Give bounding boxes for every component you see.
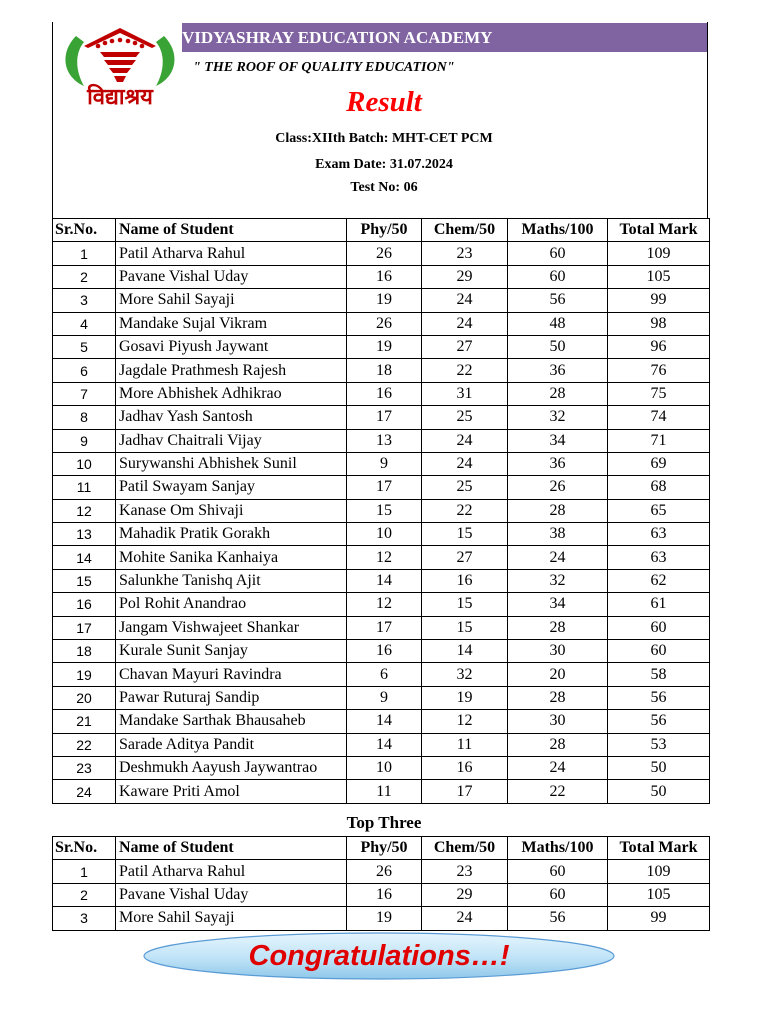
total-cell: 68 <box>608 476 710 499</box>
chem-cell: 16 <box>422 756 508 779</box>
col-header-sr-no: Sr.No. <box>53 219 116 242</box>
table-row <box>53 733 710 756</box>
logo-text: विद्याश्रय <box>87 85 153 108</box>
sr-no-cell: 1 <box>53 242 116 265</box>
table-row <box>53 289 710 312</box>
maths-cell: 28 <box>508 499 608 522</box>
total-cell: 63 <box>608 546 710 569</box>
phy-cell: 9 <box>347 686 422 709</box>
total-cell: 61 <box>608 593 710 616</box>
student-name-cell: Patil Swayam Sanjay <box>116 476 347 499</box>
table-row <box>53 335 710 358</box>
sr-no-cell: 11 <box>53 476 116 499</box>
student-name-cell: Jangam Vishwajeet Shankar <box>116 616 347 639</box>
maths-cell: 28 <box>508 733 608 756</box>
student-name-cell: Surywanshi Abhishek Sunil <box>116 452 347 475</box>
chem-cell: 31 <box>422 382 508 405</box>
phy-cell: 17 <box>347 406 422 429</box>
student-name-cell: Chavan Mayuri Ravindra <box>116 663 347 686</box>
chem-cell: 25 <box>422 476 508 499</box>
table-row <box>53 359 710 382</box>
chem-cell: 27 <box>422 335 508 358</box>
student-name-cell: Jadhav Chaitrali Vijay <box>116 429 347 452</box>
top-three-header-row <box>53 837 710 860</box>
table-row <box>53 265 710 288</box>
table-row <box>53 593 710 616</box>
table-row <box>53 780 710 803</box>
col-header-sr-no: Sr.No. <box>53 837 116 860</box>
student-name-cell: Patil Atharva Rahul <box>116 860 347 883</box>
phy-cell: 26 <box>347 312 422 335</box>
sr-no-cell: 2 <box>53 265 116 288</box>
col-header-maths: Maths/100 <box>508 837 608 860</box>
maths-cell: 56 <box>508 907 608 930</box>
chem-cell: 24 <box>422 907 508 930</box>
chem-cell: 24 <box>422 289 508 312</box>
total-cell: 62 <box>608 569 710 592</box>
student-name-cell: Jagdale Prathmesh Rajesh <box>116 359 347 382</box>
sr-no-cell: 20 <box>53 686 116 709</box>
table-row <box>53 860 710 883</box>
total-cell: 60 <box>608 616 710 639</box>
student-name-cell: More Sahil Sayaji <box>116 289 347 312</box>
phy-cell: 6 <box>347 663 422 686</box>
sr-no-cell: 4 <box>53 312 116 335</box>
student-name-cell: Patil Atharva Rahul <box>116 242 347 265</box>
results-table <box>52 218 710 804</box>
total-cell: 58 <box>608 663 710 686</box>
phy-cell: 16 <box>347 382 422 405</box>
total-cell: 63 <box>608 523 710 546</box>
phy-cell: 12 <box>347 546 422 569</box>
total-cell: 69 <box>608 452 710 475</box>
chem-cell: 24 <box>422 312 508 335</box>
table-row <box>53 429 710 452</box>
total-cell: 50 <box>608 756 710 779</box>
total-cell: 98 <box>608 312 710 335</box>
phy-cell: 10 <box>347 756 422 779</box>
phy-cell: 26 <box>347 242 422 265</box>
col-header-phy: Phy/50 <box>347 219 422 242</box>
maths-cell: 60 <box>508 860 608 883</box>
total-cell: 109 <box>608 242 710 265</box>
congratulations-text: Congratulations…! <box>248 940 510 972</box>
chem-cell: 23 <box>422 860 508 883</box>
table-row <box>53 569 710 592</box>
chem-cell: 19 <box>422 686 508 709</box>
chem-cell: 24 <box>422 452 508 475</box>
table-row <box>53 640 710 663</box>
student-name-cell: Sarade Aditya Pandit <box>116 733 347 756</box>
top-three-body <box>53 860 710 930</box>
sr-no-cell: 21 <box>53 710 116 733</box>
total-cell: 76 <box>608 359 710 382</box>
table-row <box>53 452 710 475</box>
sr-no-cell: 15 <box>53 569 116 592</box>
sr-no-cell: 8 <box>53 406 116 429</box>
phy-cell: 13 <box>347 429 422 452</box>
total-cell: 56 <box>608 710 710 733</box>
chem-cell: 11 <box>422 733 508 756</box>
maths-cell: 60 <box>508 265 608 288</box>
phy-cell: 16 <box>347 265 422 288</box>
academy-name: VIDYASHRAY EDUCATION ACADEMY <box>182 28 493 47</box>
student-name-cell: Pavane Vishal Uday <box>116 265 347 288</box>
table-row <box>53 907 710 930</box>
sr-no-cell: 13 <box>53 523 116 546</box>
student-name-cell: Mahadik Pratik Gorakh <box>116 523 347 546</box>
sr-no-cell: 3 <box>53 907 116 930</box>
chem-cell: 29 <box>422 883 508 906</box>
sr-no-cell: 6 <box>53 359 116 382</box>
maths-cell: 30 <box>508 640 608 663</box>
phy-cell: 19 <box>347 907 422 930</box>
student-name-cell: Pavane Vishal Uday <box>116 883 347 906</box>
phy-cell: 19 <box>347 289 422 312</box>
chem-cell: 14 <box>422 640 508 663</box>
phy-cell: 16 <box>347 883 422 906</box>
total-cell: 105 <box>608 883 710 906</box>
maths-cell: 28 <box>508 686 608 709</box>
chem-cell: 15 <box>422 616 508 639</box>
table-row <box>53 499 710 522</box>
maths-cell: 30 <box>508 710 608 733</box>
phy-cell: 14 <box>347 569 422 592</box>
sr-no-cell: 23 <box>53 756 116 779</box>
phy-cell: 11 <box>347 780 422 803</box>
phy-cell: 14 <box>347 710 422 733</box>
student-name-cell: Kanase Om Shivaji <box>116 499 347 522</box>
student-name-cell: Pol Rohit Anandrao <box>116 593 347 616</box>
phy-cell: 14 <box>347 733 422 756</box>
col-header-maths: Maths/100 <box>508 219 608 242</box>
phy-cell: 16 <box>347 640 422 663</box>
col-header-chem: Chem/50 <box>422 837 508 860</box>
total-cell: 74 <box>608 406 710 429</box>
sr-no-cell: 24 <box>53 780 116 803</box>
table-row <box>53 476 710 499</box>
maths-cell: 60 <box>508 883 608 906</box>
maths-cell: 24 <box>508 756 608 779</box>
chem-cell: 16 <box>422 569 508 592</box>
total-cell: 75 <box>608 382 710 405</box>
chem-cell: 23 <box>422 242 508 265</box>
sr-no-cell: 16 <box>53 593 116 616</box>
sr-no-cell: 7 <box>53 382 116 405</box>
table-row <box>53 382 710 405</box>
maths-cell: 32 <box>508 569 608 592</box>
total-cell: 65 <box>608 499 710 522</box>
student-name-cell: Gosavi Piyush Jaywant <box>116 335 347 358</box>
student-name-cell: Mohite Sanika Kanhaiya <box>116 546 347 569</box>
phy-cell: 17 <box>347 476 422 499</box>
academy-slogan: " THE ROOF OF QUALITY EDUCATION" <box>193 60 455 75</box>
student-name-cell: More Sahil Sayaji <box>116 907 347 930</box>
maths-cell: 20 <box>508 663 608 686</box>
col-header-total: Total Mark <box>608 837 710 860</box>
phy-cell: 26 <box>347 860 422 883</box>
exam-date-line: Exam Date: 31.07.2024 <box>315 157 453 172</box>
chem-cell: 27 <box>422 546 508 569</box>
table-row <box>53 663 710 686</box>
chem-cell: 32 <box>422 663 508 686</box>
chem-cell: 22 <box>422 359 508 382</box>
col-header-phy: Phy/50 <box>347 837 422 860</box>
col-header-total: Total Mark <box>608 219 710 242</box>
phy-cell: 19 <box>347 335 422 358</box>
phy-cell: 9 <box>347 452 422 475</box>
sr-no-cell: 10 <box>53 452 116 475</box>
test-number-line: Test No: 06 <box>350 180 418 195</box>
maths-cell: 24 <box>508 546 608 569</box>
maths-cell: 34 <box>508 593 608 616</box>
chem-cell: 24 <box>422 429 508 452</box>
phy-cell: 12 <box>347 593 422 616</box>
sr-no-cell: 17 <box>53 616 116 639</box>
table-row <box>53 312 710 335</box>
table-row <box>53 616 710 639</box>
maths-cell: 22 <box>508 780 608 803</box>
chem-cell: 25 <box>422 406 508 429</box>
chem-cell: 29 <box>422 265 508 288</box>
maths-cell: 28 <box>508 616 608 639</box>
chem-cell: 12 <box>422 710 508 733</box>
top-three-table <box>52 836 710 931</box>
chem-cell: 15 <box>422 593 508 616</box>
maths-cell: 60 <box>508 242 608 265</box>
maths-cell: 26 <box>508 476 608 499</box>
sr-no-cell: 9 <box>53 429 116 452</box>
student-name-cell: Salunkhe Tanishq Ajit <box>116 569 347 592</box>
col-header-chem: Chem/50 <box>422 219 508 242</box>
sr-no-cell: 22 <box>53 733 116 756</box>
total-cell: 56 <box>608 686 710 709</box>
phy-cell: 10 <box>347 523 422 546</box>
results-header-row <box>53 219 710 242</box>
class-batch-line: Class:XIIth Batch: MHT-CET PCM <box>275 131 493 146</box>
phy-cell: 17 <box>347 616 422 639</box>
maths-cell: 32 <box>508 406 608 429</box>
maths-cell: 34 <box>508 429 608 452</box>
top-three-title: Top Three <box>346 813 422 832</box>
chem-cell: 15 <box>422 523 508 546</box>
student-name-cell: Jadhav Yash Santosh <box>116 406 347 429</box>
table-row <box>53 686 710 709</box>
student-name-cell: Mandake Sujal Vikram <box>116 312 347 335</box>
col-header-name: Name of Student <box>116 219 347 242</box>
results-body <box>53 242 710 803</box>
sr-no-cell: 2 <box>53 883 116 906</box>
sr-no-cell: 1 <box>53 860 116 883</box>
total-cell: 105 <box>608 265 710 288</box>
table-row <box>53 710 710 733</box>
total-cell: 60 <box>608 640 710 663</box>
academy-name-bar <box>182 23 707 52</box>
maths-cell: 28 <box>508 382 608 405</box>
total-cell: 99 <box>608 289 710 312</box>
table-row <box>53 523 710 546</box>
table-row <box>53 242 710 265</box>
total-cell: 50 <box>608 780 710 803</box>
phy-cell: 18 <box>347 359 422 382</box>
chem-cell: 17 <box>422 780 508 803</box>
sr-no-cell: 14 <box>53 546 116 569</box>
total-cell: 96 <box>608 335 710 358</box>
table-row <box>53 546 710 569</box>
maths-cell: 36 <box>508 359 608 382</box>
result-title: Result <box>346 86 422 118</box>
student-name-cell: Kurale Sunit Sanjay <box>116 640 347 663</box>
table-row <box>53 756 710 779</box>
total-cell: 53 <box>608 733 710 756</box>
maths-cell: 36 <box>508 452 608 475</box>
student-name-cell: More Abhishek Adhikrao <box>116 382 347 405</box>
maths-cell: 38 <box>508 523 608 546</box>
maths-cell: 50 <box>508 335 608 358</box>
chem-cell: 22 <box>422 499 508 522</box>
total-cell: 99 <box>608 907 710 930</box>
sr-no-cell: 3 <box>53 289 116 312</box>
student-name-cell: Kaware Priti Amol <box>116 780 347 803</box>
student-name-cell: Mandake Sarthak Bhausaheb <box>116 710 347 733</box>
sr-no-cell: 12 <box>53 499 116 522</box>
sr-no-cell: 18 <box>53 640 116 663</box>
phy-cell: 15 <box>347 499 422 522</box>
table-row <box>53 406 710 429</box>
student-name-cell: Deshmukh Aayush Jaywantrao <box>116 756 347 779</box>
maths-cell: 48 <box>508 312 608 335</box>
sr-no-cell: 5 <box>53 335 116 358</box>
table-row <box>53 883 710 906</box>
sr-no-cell: 19 <box>53 663 116 686</box>
col-header-name: Name of Student <box>116 837 347 860</box>
total-cell: 109 <box>608 860 710 883</box>
total-cell: 71 <box>608 429 710 452</box>
student-name-cell: Pawar Ruturaj Sandip <box>116 686 347 709</box>
maths-cell: 56 <box>508 289 608 312</box>
